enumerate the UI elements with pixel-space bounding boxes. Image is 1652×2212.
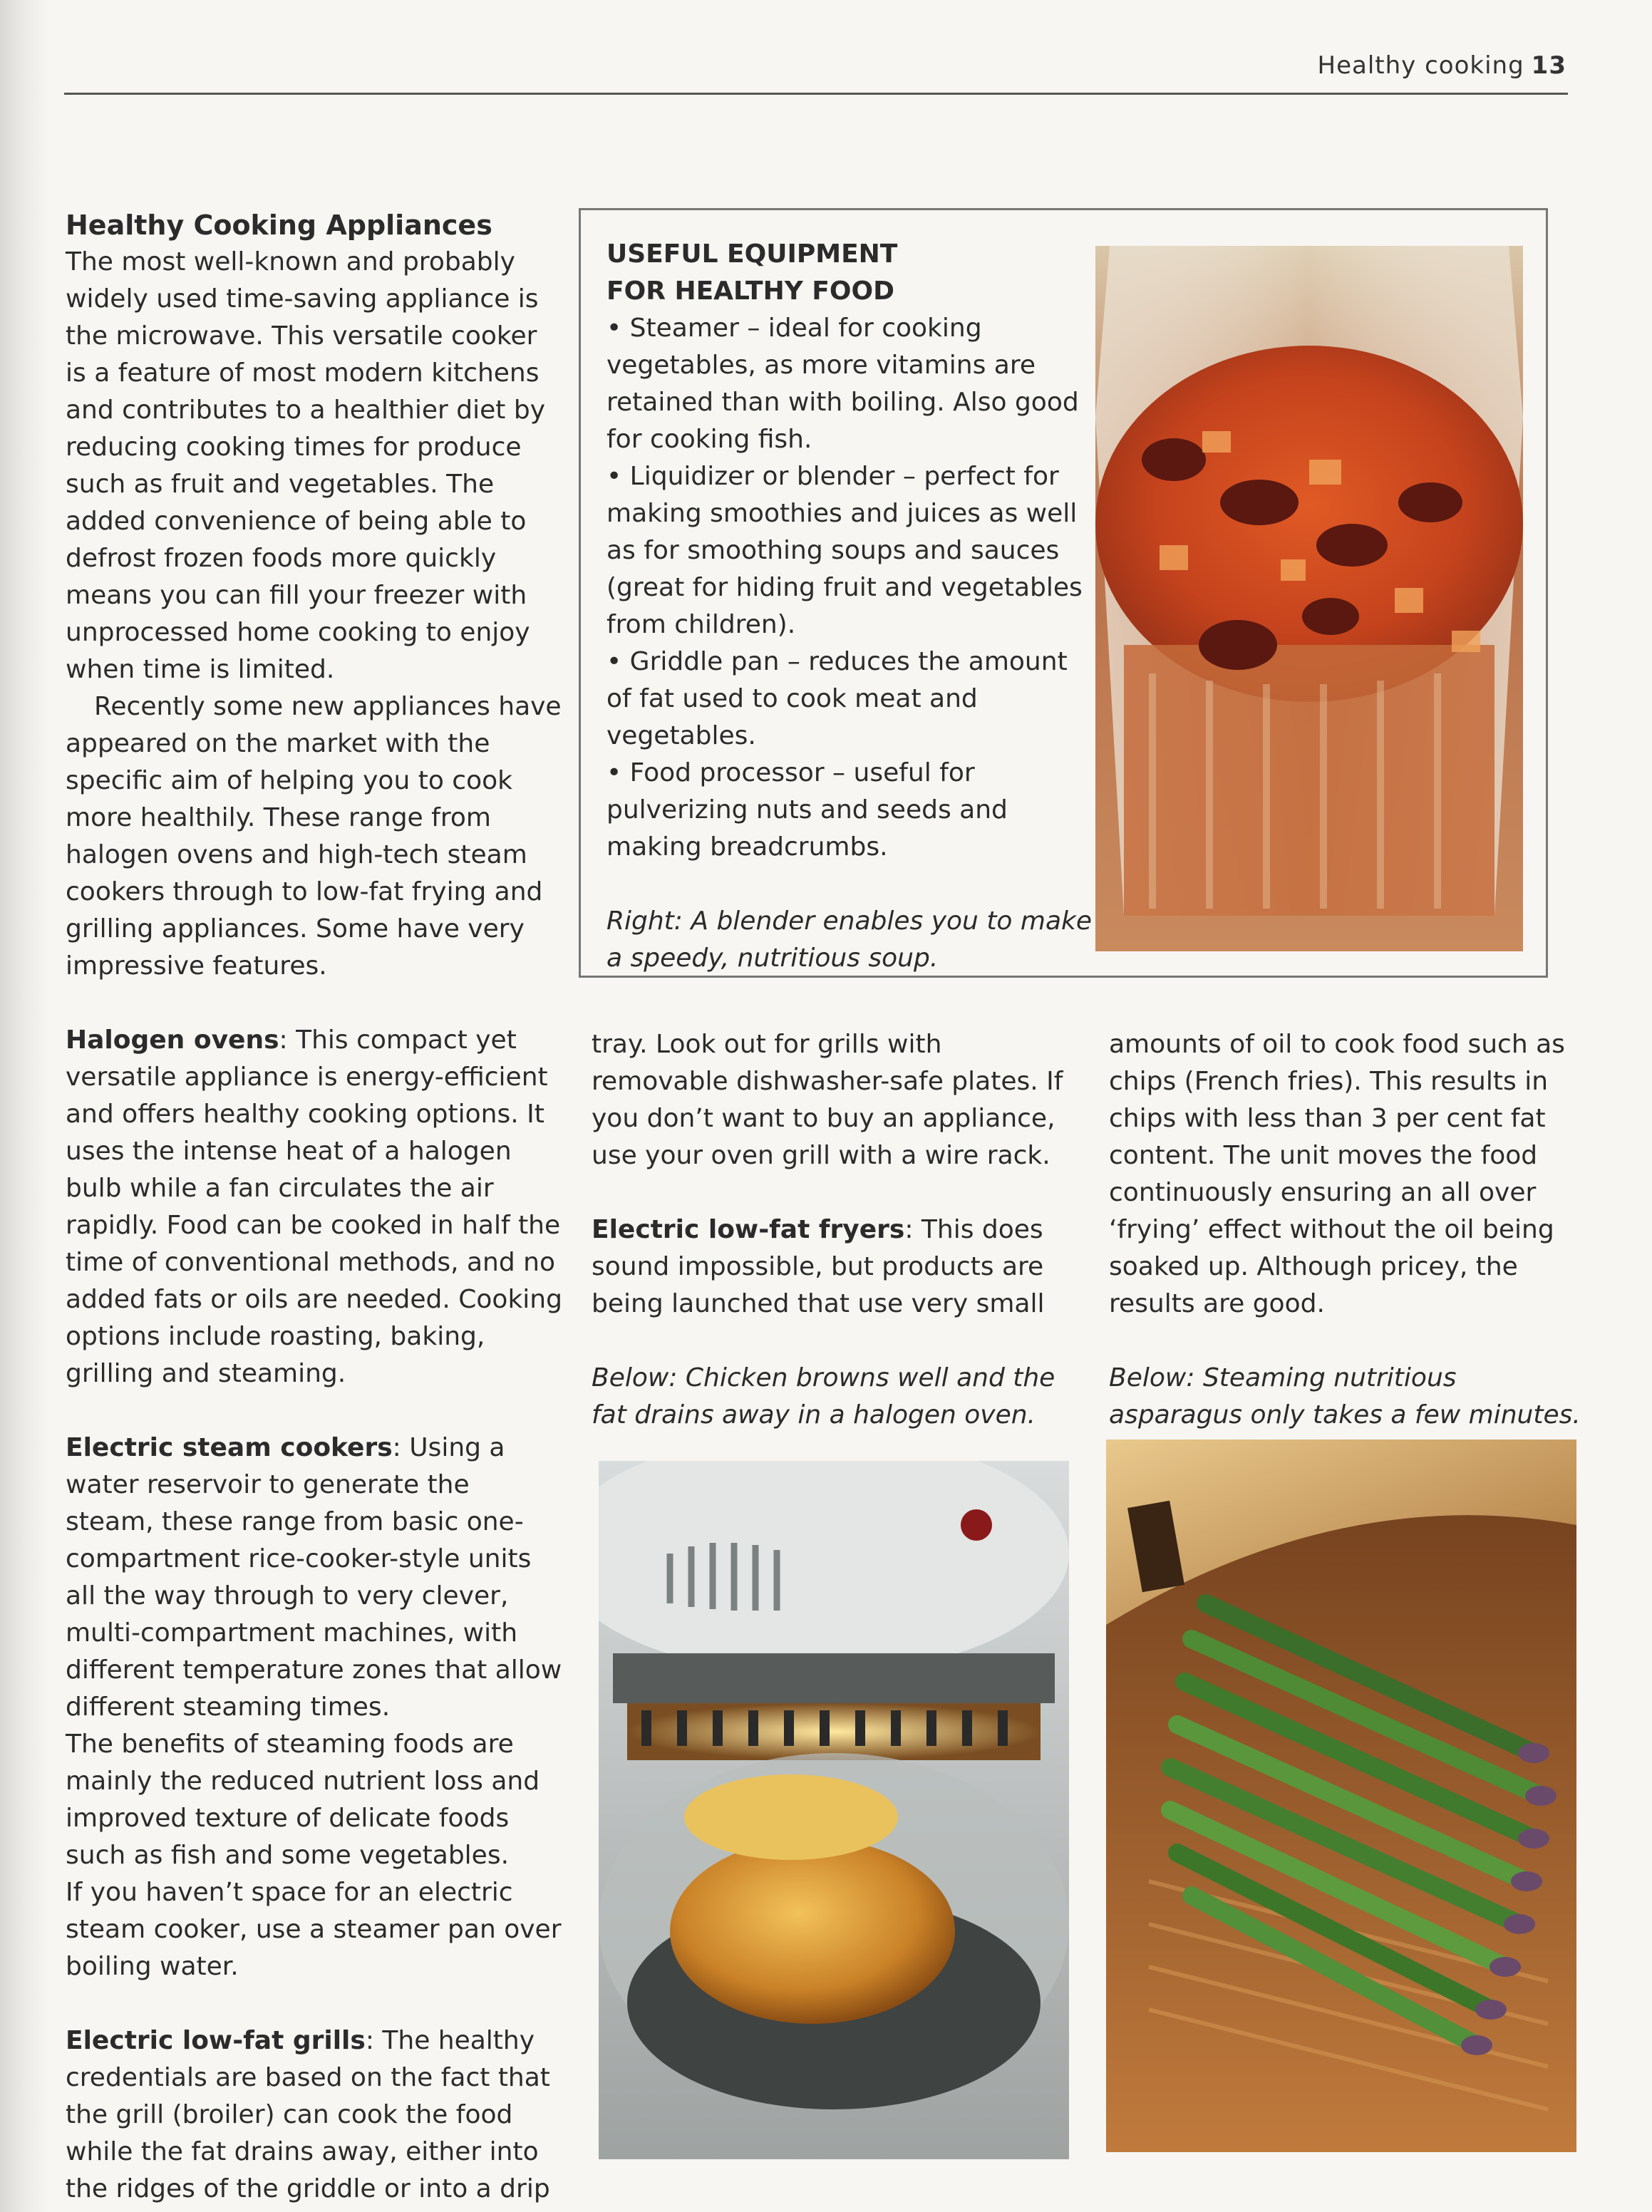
chicken-caption: Below: Chicken browns well and the fat drains away in a halogen oven.	[592, 1363, 1055, 1430]
grills-continuation: tray. Look out for grills with removable dishwasher-safe plates. If you don’t want to buy an appliance, use your oven grill with a wire rack.	[592, 1030, 1063, 1170]
steam-subheading: Electric steam cookers	[66, 1433, 393, 1462]
fryers-continuation: amounts of oil to cook food such as chips (French fries). This results in chips with less than 3 per cent fat content. The unit moves the food continuously ensuring an all over ‘frying’ effect without the oil being soaked up. Although pricey, the results are good.	[1109, 1030, 1565, 1318]
blender-soup-image	[1095, 246, 1523, 951]
equipment-title-line2: FOR HEALTHY FOOD	[606, 276, 894, 306]
bullet-griddle: • Griddle pan – reduces the amount of fat used to cook meat and vegetables.	[606, 647, 1068, 750]
intro-paragraph: The most well-known and probably widely used time-saving appliance is the microwave. This versatile cooker is a feature of most modern kitchens and contributes to a healthier diet by reducing cooking times for produce such as fruit and vegetables. The added convenience of being able to defrost frozen foods more quickly means you can fill your freezer with unprocessed home cooking to enjoy when time is limited.	[66, 247, 546, 684]
left-column	[66, 207, 564, 2208]
equipment-text	[606, 236, 1098, 1003]
fryers-subheading: Electric low-fat fryers	[592, 1215, 905, 1244]
grills-paragraph: Electric low-fat grills: The healthy credentials are based on the fact that the grill (broiler) can cook the food while the fat drains away, either into the ridges of the griddle or into a drip	[66, 2026, 550, 2203]
page-gutter-shadow	[0, 0, 50, 2212]
blender-soup-photo	[1095, 246, 1523, 951]
running-header	[1318, 51, 1566, 80]
halogen-oven-image	[599, 1461, 1069, 2159]
halogen-subheading: Halogen ovens	[66, 1025, 279, 1055]
steam-paragraph: Electric steam cookers: Using a water reservoir to generate the steam, these range from basic one-compartment rice-cooker-style units all the way through to very clever, multi-compartment machines, with different temperature zones that allow different steaming times.	[66, 1433, 562, 1722]
blender-caption: Right: A blender enables you to make a speedy, nutritious soup.	[606, 906, 1093, 973]
equipment-box	[579, 208, 1548, 978]
right-column	[1109, 1026, 1594, 1434]
appliances-paragraph: Recently some new appliances have appeared on the market with the specific aim of helping you to cook more healthily. These range from halogen ovens and high-tech steam cookers through to low-fat frying and grilling appliances. Some have very impressive features.	[66, 692, 562, 981]
page-number: 13	[1531, 51, 1566, 80]
asparagus-steamer-photo	[1106, 1440, 1576, 2152]
header-rule	[64, 93, 1568, 95]
fryers-paragraph: Electric low-fat fryers: This does sound impossible, but products are being launched that use very small	[592, 1215, 1045, 1318]
steam-benefits: The benefits of steaming foods are mainly the reduced nutrient loss and improved texture of delicate foods such as fish and some vegetables.	[66, 1730, 540, 1870]
bullet-blender: • Liquidizer or blender – perfect for making smoothies and juices as well as for smoothing soups and sauces (great for hiding fruit and vegetables from children).	[606, 462, 1083, 639]
grills-subheading: Electric low-fat grills	[66, 2026, 366, 2055]
middle-column	[592, 1026, 1076, 1434]
section-heading: Healthy Cooking Appliances	[66, 210, 492, 241]
bullet-steamer: • Steamer – ideal for cooking vegetables, as more vitamins are retained than with boiling. Also good for cooking fish.	[606, 314, 1079, 454]
section-title: Healthy cooking	[1317, 51, 1524, 80]
bullet-food-processor: • Food processor – useful for pulverizing nuts and seeds and making breadcrumbs.	[606, 758, 1008, 862]
halogen-paragraph: Halogen ovens: This compact yet versatile appliance is energy-efficient and offers healthy cooking options. It uses the intense heat of a halogen bulb while a fan circulates the air rapidly. Food can be cooked in half the time of conventional methods, and no added fats or oils are needed. Cooking options include roasting, baking, grilling and steaming.	[66, 1025, 562, 1388]
equipment-title-line1: USEFUL EQUIPMENT	[606, 239, 898, 269]
asparagus-caption: Below: Steaming nutritious asparagus only takes a few minutes.	[1109, 1363, 1581, 1430]
steam-tip: If you haven’t space for an electric steam cooker, use a steamer pan over boiling water.	[66, 1878, 562, 1981]
asparagus-steamer-image	[1106, 1440, 1576, 2152]
halogen-oven-photo	[599, 1461, 1069, 2159]
